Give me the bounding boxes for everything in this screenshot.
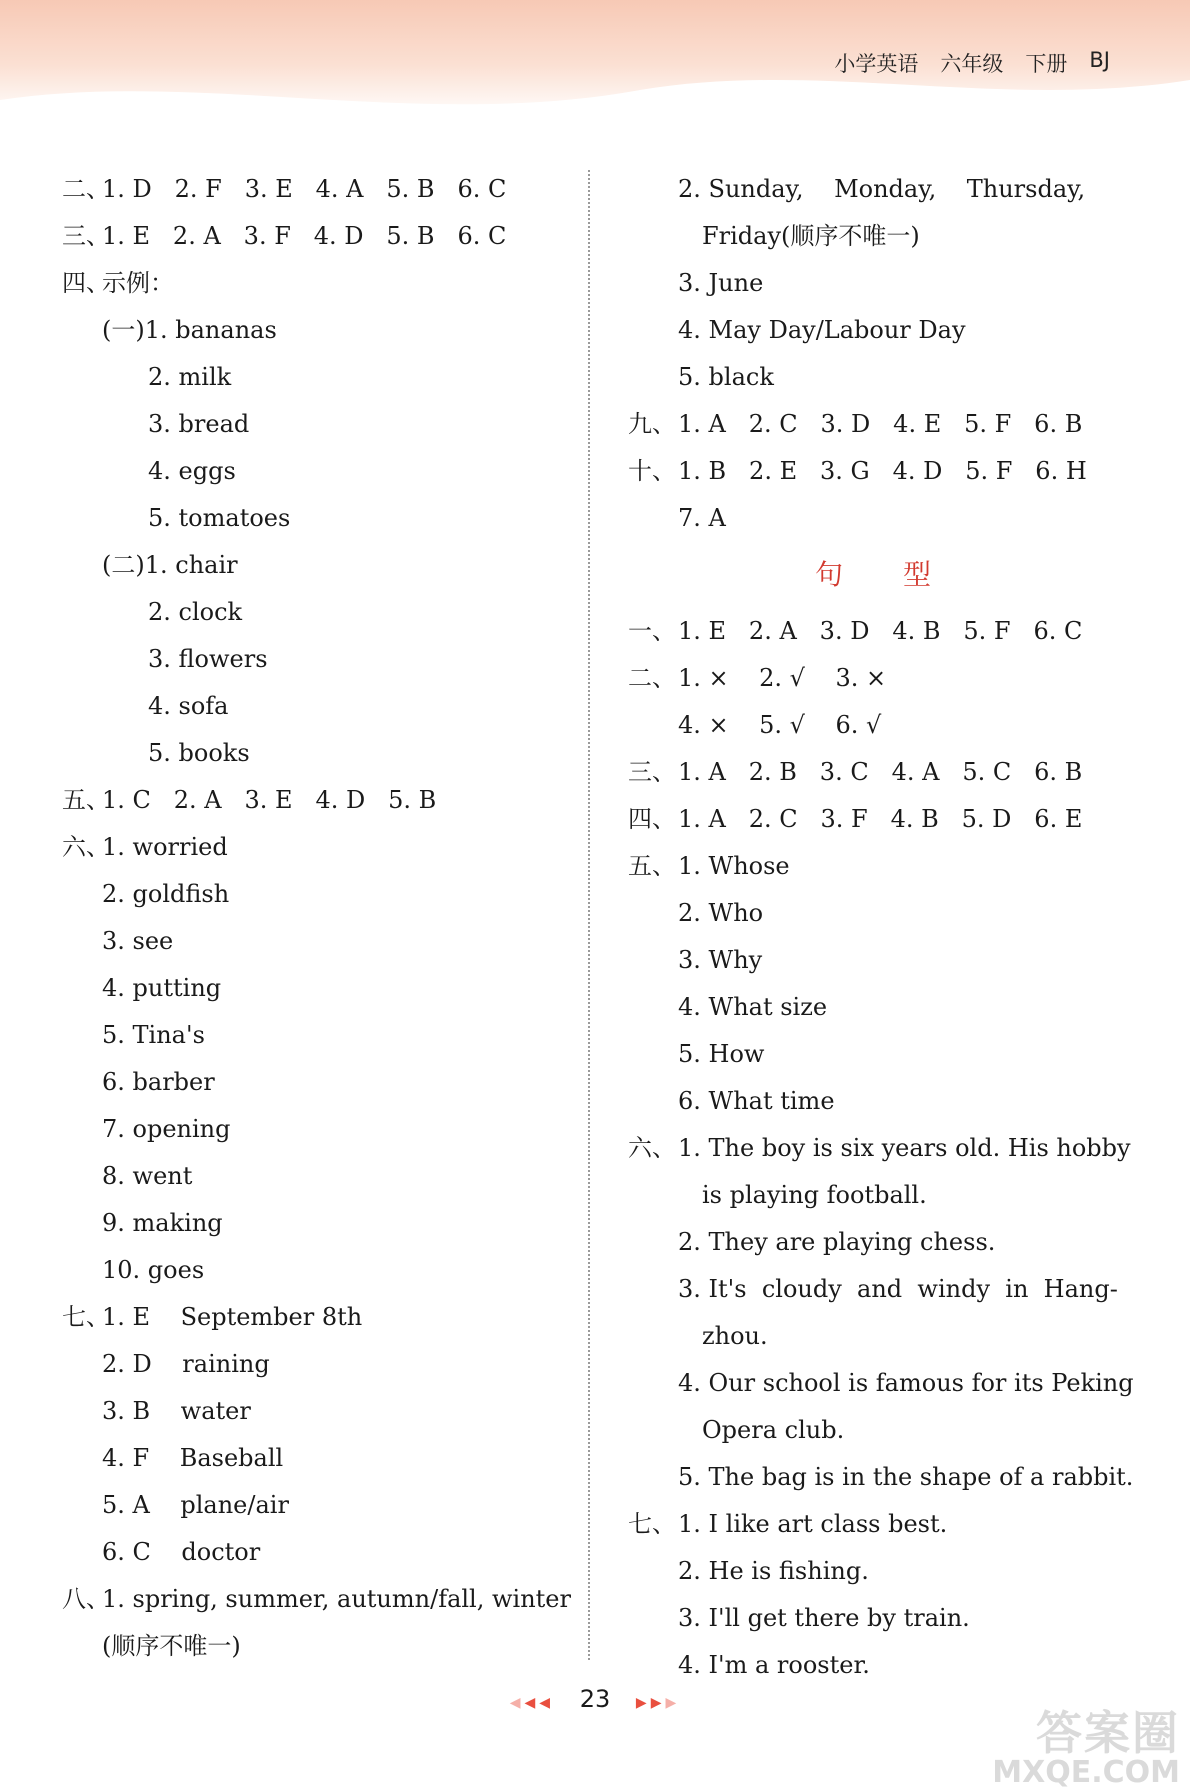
answer-text: 1. spring, summer, autumn/fall, winter xyxy=(102,1585,571,1613)
answer-text: (一)1. bananas xyxy=(102,316,277,344)
answer-line xyxy=(62,1059,582,1106)
answer-text: 4. What size xyxy=(678,993,828,1021)
answer-text: 7. A xyxy=(678,504,726,532)
answer-line xyxy=(62,166,582,213)
answer-line xyxy=(628,1501,1118,1548)
answer-text: 3. It's cloudy and windy in Hang- xyxy=(678,1275,1118,1303)
left-arrows-icon: ◀◀◀ xyxy=(509,1695,555,1711)
answer-text: (二)1. chair xyxy=(102,551,238,579)
answer-text: 5. black xyxy=(678,363,774,391)
answer-line xyxy=(62,1529,582,1576)
column-divider xyxy=(588,170,590,1660)
question-number: 三、 xyxy=(62,222,110,250)
question-number: 一、 xyxy=(628,617,676,645)
answer-line xyxy=(62,495,582,542)
question-number: 八、 xyxy=(62,1585,110,1613)
right-top-answers xyxy=(628,166,1118,542)
answer-text: 4. × 5. √ 6. √ xyxy=(678,711,882,739)
answer-line xyxy=(62,824,582,871)
answer-text: 6. C doctor xyxy=(102,1538,261,1566)
answer-text: 4. sofa xyxy=(148,692,229,720)
answer-line xyxy=(628,1360,1134,1407)
answer-line xyxy=(628,1407,1118,1454)
answer-text: 10. goes xyxy=(102,1256,205,1284)
right-answer-column xyxy=(628,166,1134,1689)
answer-line xyxy=(628,354,1118,401)
answer-line xyxy=(62,307,582,354)
answer-text: 2. Who xyxy=(678,899,764,927)
answer-text: 5. The bag is in the shape of a rabbit. xyxy=(678,1463,1134,1491)
answer-text: 5. Tina's xyxy=(102,1021,205,1049)
answer-line xyxy=(628,166,1118,213)
answer-line xyxy=(628,1595,1118,1642)
answer-text: 7. opening xyxy=(102,1115,231,1143)
answer-text: 1. E 2. A 3. D 4. B 5. F 6. C xyxy=(678,617,1083,645)
answer-line xyxy=(628,1078,1118,1125)
section-heading: 句型 xyxy=(814,558,991,591)
answer-text: 5. books xyxy=(148,739,250,767)
book-title xyxy=(834,48,1110,78)
answer-line xyxy=(628,984,1118,1031)
answer-text: 8. went xyxy=(102,1162,193,1190)
answer-line xyxy=(62,730,582,777)
answer-line xyxy=(628,1172,1118,1219)
answer-text: 6. barber xyxy=(102,1068,215,1096)
question-number: 二、 xyxy=(62,175,110,203)
answer-line xyxy=(62,683,582,730)
answer-line xyxy=(62,1341,582,1388)
left-answer-column xyxy=(62,166,582,1670)
answer-text: 1. × 2. √ 3. × xyxy=(678,664,887,692)
question-number: 五、 xyxy=(628,852,676,880)
answer-line xyxy=(62,965,582,1012)
answer-line xyxy=(62,542,582,589)
answer-text: 1. Whose xyxy=(678,852,790,880)
answer-line xyxy=(628,937,1118,984)
answer-line xyxy=(62,1388,582,1435)
answer-line xyxy=(628,307,1118,354)
answer-text: (顺序不唯一) xyxy=(102,1632,241,1660)
answer-line xyxy=(62,1200,582,1247)
answer-line xyxy=(62,1106,582,1153)
answer-text: 4. Our school is famous for its Peking xyxy=(678,1369,1134,1397)
answer-text: is playing football. xyxy=(702,1181,927,1209)
page-number: 23 xyxy=(579,1685,611,1713)
answer-line xyxy=(62,213,582,260)
answer-text: 1. C 2. A 3. E 4. D 5. B xyxy=(102,786,437,814)
question-number: 六、 xyxy=(628,1134,676,1162)
answer-text: 3. bread xyxy=(148,410,250,438)
answer-text: 3. June xyxy=(678,269,764,297)
answer-line xyxy=(628,608,1118,655)
question-number: 七、 xyxy=(62,1303,110,1331)
question-number: 十、 xyxy=(628,457,676,485)
answer-line xyxy=(628,401,1118,448)
right-bottom-answers xyxy=(628,608,1134,1689)
answer-line xyxy=(62,354,582,401)
answer-line xyxy=(628,1219,1118,1266)
answer-line xyxy=(62,1012,582,1059)
question-number: 四、 xyxy=(62,269,110,297)
answer-line xyxy=(628,448,1118,495)
answer-line xyxy=(628,1125,1131,1172)
edition-label: BJ xyxy=(1089,48,1110,72)
watermark-line2: MXQE.COM xyxy=(992,1755,1180,1790)
answer-text: 5. How xyxy=(678,1040,765,1068)
answer-text: 1. A 2. C 3. F 4. B 5. D 6. E xyxy=(678,805,1083,833)
answer-text: 3. I'll get there by train. xyxy=(678,1604,970,1632)
answer-line xyxy=(62,1247,582,1294)
answer-text: 2. milk xyxy=(148,363,232,391)
answer-line xyxy=(628,1548,1118,1595)
answer-text: 4. putting xyxy=(102,974,222,1002)
answer-text: 2. Sunday, Monday, Thursday, xyxy=(678,175,1086,203)
answer-text: 4. F Baseball xyxy=(102,1444,284,1472)
question-number: 九、 xyxy=(628,410,676,438)
answer-line xyxy=(628,213,1118,260)
answer-line xyxy=(62,871,582,918)
answer-text: 9. making xyxy=(102,1209,223,1237)
answer-line xyxy=(628,260,1118,307)
answer-line xyxy=(62,448,582,495)
watermark-logo xyxy=(992,1708,1180,1788)
right-arrows-icon: ▶▶▶ xyxy=(635,1695,681,1711)
answer-text: 1. E 2. A 3. F 4. D 5. B 6. C xyxy=(102,222,507,250)
answer-text: 1. D 2. F 3. E 4. A 5. B 6. C xyxy=(102,175,507,203)
answer-line xyxy=(628,655,1118,702)
answer-text: 1. A 2. B 3. C 4. A 5. C 6. B xyxy=(678,758,1083,786)
grade-label: 六年级 xyxy=(940,52,1004,76)
question-number: 七、 xyxy=(628,1510,676,1538)
answer-line xyxy=(628,495,1118,542)
answer-line xyxy=(62,401,582,448)
answer-line xyxy=(628,796,1118,843)
answer-line xyxy=(62,260,582,307)
answer-text: 5. A plane/air xyxy=(102,1491,289,1519)
answer-text: 5. tomatoes xyxy=(148,504,291,532)
answer-line xyxy=(628,1266,1118,1313)
question-number: 二、 xyxy=(628,664,676,692)
subject-label: 小学英语 xyxy=(834,52,919,76)
answer-text: 1. E September 8th xyxy=(102,1303,363,1331)
answer-text: zhou. xyxy=(702,1322,768,1350)
answer-text: 3. B water xyxy=(102,1397,251,1425)
answer-line xyxy=(62,777,582,824)
answer-text: Opera club. xyxy=(702,1416,845,1444)
volume-label: 下册 xyxy=(1025,52,1068,76)
answer-text: 2. goldfish xyxy=(102,880,230,908)
answer-line xyxy=(628,1642,1118,1689)
answer-text: 1. worried xyxy=(102,833,228,861)
answer-text: Friday(顺序不唯一) xyxy=(702,222,920,250)
question-number: 四、 xyxy=(628,805,676,833)
answer-line xyxy=(62,589,582,636)
answer-text: 3. flowers xyxy=(148,645,268,673)
answer-text: 4. May Day/Labour Day xyxy=(678,316,966,344)
answer-line xyxy=(62,636,582,683)
answer-line xyxy=(628,702,1118,749)
answer-text: 1. The boy is six years old. His hobby xyxy=(678,1134,1131,1162)
answer-text: 1. B 2. E 3. G 4. D 5. F 6. H xyxy=(678,457,1087,485)
answer-line xyxy=(62,1435,582,1482)
answer-line xyxy=(62,1623,582,1670)
question-number: 六、 xyxy=(62,833,110,861)
answer-text: 3. Why xyxy=(678,946,763,974)
answer-line xyxy=(628,1313,1118,1360)
watermark-line1: 答案圈 xyxy=(1036,1706,1180,1760)
answer-line xyxy=(628,1031,1118,1078)
answer-line xyxy=(62,1576,582,1623)
answer-line xyxy=(62,1482,582,1529)
answer-text: 2. They are playing chess. xyxy=(678,1228,996,1256)
answer-text: 2. He is fishing. xyxy=(678,1557,869,1585)
answer-line xyxy=(62,1294,582,1341)
answer-line xyxy=(628,843,1118,890)
answer-text: 4. eggs xyxy=(148,457,236,485)
question-number: 三、 xyxy=(628,758,676,786)
answer-text: 3. see xyxy=(102,927,174,955)
answer-line xyxy=(628,890,1118,937)
answer-line xyxy=(628,1454,1134,1501)
answer-text: 1. A 2. C 3. D 4. E 5. F 6. B xyxy=(678,410,1083,438)
answer-line xyxy=(62,1153,582,1200)
answer-text: 1. I like art class best. xyxy=(678,1510,948,1538)
answer-text: 2. D raining xyxy=(102,1350,270,1378)
question-number: 五、 xyxy=(62,786,110,814)
answer-line xyxy=(628,749,1118,796)
answer-text: 6. What time xyxy=(678,1087,835,1115)
answer-text: 示例： xyxy=(102,269,174,297)
answer-line xyxy=(62,918,582,965)
answer-text: 2. clock xyxy=(148,598,243,626)
answer-text: 4. I'm a rooster. xyxy=(678,1651,870,1679)
